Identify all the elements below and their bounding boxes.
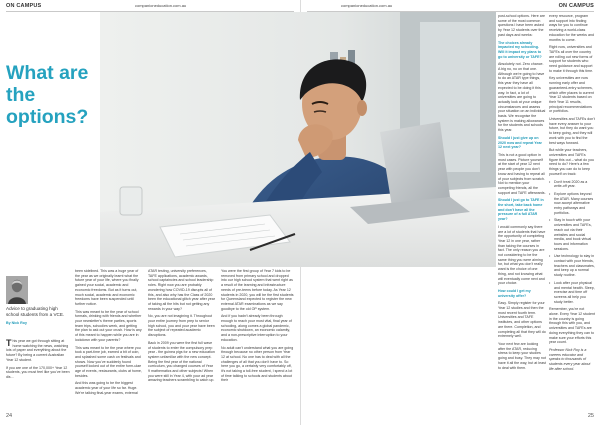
paragraph: But while your teachers, universities and TAFEs figure this out – what do you need to do? Here's a few things you can do to keep yourself on track: — [549, 148, 594, 176]
page-title: What are the options? — [6, 62, 89, 128]
paragraph: If you are one of the 170,000+ Year 12 students, you must feel like you've been dis... — [6, 365, 70, 379]
question-heading: The choices already impacted my schooling. Will it impact my plans to go to university or TAFE? — [498, 40, 542, 59]
paragraph: Back in 2009 you were the first full wave of students to enter the compulsory prep year - the guinea pigs for a new education system unfamiliar with the new concept. Being the first year of the national curriculum, you changed courses of Year 9 mathematics and other subjects! When you were still in Year 4, with your ad year amazing teachers scrambling to catch up. — [148, 340, 215, 383]
page-number-right: 25 — [587, 413, 594, 419]
column-2 — [75, 269, 142, 409]
paragraph: every resource, program and support into finding ways for you to continue receiving a world-class education for the weeks and months to come. — [549, 14, 594, 42]
paragraph: This was meant to be the year of school formals, drinking with friends and whether your newsletter's theme parties, sports team trips, schoolies week, and getting the plan to ask out your crush. How is any of this meant to happen while you are in lockdown with your parents? — [75, 309, 142, 342]
section-label: ON CAMPUS — [6, 3, 42, 9]
paragraph: This is not a good option in most cases. Picture yourself at the start of year 12 next year with people you don't know and having to repeat all of your subjects from scratch. Not to mention your competing friends, all the support and TAFE afterwards. — [498, 152, 546, 195]
bullet-item: • Explore options beyond the ATAR. Many courses now accept alternative entry pathways and portfolios. — [549, 192, 595, 216]
paragraph: Universities and TAFEs don't have every answer to your future, but they do want you to keep going, and they will work with you to find the best ways forward. — [549, 117, 595, 145]
paragraph: I would commonly say there are a lot of students that have the opportunity of completing Year 12 in one year, rather than taking the courses in fact. The only reason you are not considering to be the same thing you were aiming for, but what you don't really want is the choice of one thing, and not knowing what will eventually come next and your choice. — [498, 224, 546, 286]
paragraph: Your next few are looking after the ATAR, reducing stress to keep your studies going and busy. They may not have it all the way, but at least to deal with them. — [498, 342, 546, 370]
byline: By Nick Roy — [6, 321, 27, 325]
column-1 — [6, 339, 70, 407]
paragraph: You were the first group of Year 7 kids to be removed from primary school and dropped into our high school system that went right as a result of the learning and infrastructure needs of pre-teens before today. As Year 12 students in 2020, you will be the first students for Queensland expected to register the new external ATAR examinations as we say goodbye to the old OP system. — [221, 269, 294, 311]
author-photo-image — [6, 276, 28, 304]
site-url: companioneducation.com.au — [135, 3, 187, 8]
paragraph: This was meant to be the year where you took a part-time job, earned a bit of coin, and splashed some cash on festivals and shows. Now you've suddenly found yourself locked out of the entire form-ulae age of events, restaurants, clubs at home, besides. — [75, 345, 142, 378]
paragraph: Key universities are now running early offer and guaranteed-entry schemes, which offer places to current Year 12 students based on their Year 11 results, principal recommendations or portfolios. — [549, 76, 594, 114]
question-heading: Should I just give up on 2020 now and repeat Year 12 next year? — [498, 135, 542, 150]
paragraph: post-school options. Here are some of the most common questions I have been asked by Year 12 students over the past days and weeks: — [498, 14, 545, 37]
bullet-item: • Don't treat 2020 as a write-off year. — [549, 180, 595, 189]
column-4 — [221, 269, 294, 409]
column-3 — [148, 269, 215, 409]
paragraph: ATAR testing, university preferences, TAFE applications, academic awards, school captaincies and school leadership roles. Right now you are probably wondering how COVID-19 disrupts all of this, and also why has the Class of 2020 been the educational glitch year after year of taking all the hits but not getting any rewards in your way? — [148, 269, 215, 311]
question-heading: How could I get my university offer? — [498, 288, 531, 298]
paragraph: been sidelined. This was a huge year of the year as we originally learnt what the future year of your life, where you finally gained your social, academic and economic freedoms. But as it turns out, much social, academic and economic freedoms have been suspended until further notice. — [75, 269, 139, 306]
hero-photo — [100, 12, 496, 267]
page-number-left: 24 — [6, 413, 13, 419]
paragraph: Remember, you're not alone. Every Year 12 student in the country is going through this with you, and universities and TAFEs are doing everything they can to make sure your efforts this year count. — [549, 307, 595, 345]
photo-caption: Advice to graduating high school students from a VCE. — [6, 306, 65, 317]
question-heading: Should I just go to TAFE in the short, take back home and don't have all the pressure of a full ATAR year? — [498, 198, 544, 222]
bullet-item: • Stay in touch with your universities and TAFEs, reach out via their websites and social media, and book virtual tours and information sessions. — [549, 218, 595, 251]
paragraph: Absolutely not. Zero chance. A big no, no on that one. Although we're going to have to do an ATAR type things, this year they have all expected to be doing it this way. In fact, a lot of universities are going to actually look at your unique circumstances and assess your situation on an individual basis. We recognise the system is making allowances for the students and schools this year. — [498, 62, 546, 133]
title-panel — [0, 12, 100, 267]
bullet-item: • Use technology to stay in contact with your friends, teachers and classmates, and keep up a normal study routine. — [549, 254, 595, 278]
paragraph: Right now, universities and TAFEs all over the country are rolling out new forms of support for students who need guidance and support to make it through this time. — [549, 45, 594, 73]
paragraph: No adult can't understand what you are going through because no other person from Year 12 at school. No one has to deal with all the challenges of all that you don't have to. So here you go, a certainly very comfortably off, it's not taking a toll-free student, I spend a lot of time talking to schools and students about their — [221, 345, 294, 383]
student-studying-illustration — [100, 12, 496, 267]
section-label: ON CAMPUS — [558, 3, 594, 9]
paragraph: No, you are not imagining it. Throughout your entire journey from prep to senior high school, you and your year have been the subject of repeated academic disruptions. — [148, 314, 215, 338]
intro-paragraph: This year we got through sitting at home watching the news, watching lots of paper and everything about the future? By being a current Australian Year 12 student. — [6, 339, 69, 362]
paragraph: And this was going to be the biggest academic year of your life so far. Huge. We're talking final-year exams, external — [75, 381, 138, 395]
bullet-item: • Look after your physical and mental health. Sleep, exercise and time off screens all help you study better. — [549, 281, 595, 305]
paragraph: And if you hadn't already been through enough to reach your most vital, final year of schooling, along comes a global pandemic, economic shutdown, an economic calamity, and a non-prescriptive interruption to your education. — [221, 314, 292, 342]
column-5 — [498, 14, 546, 412]
paragraph: Professor Nick Roy is a careers educator and speaks to thousands of students every year about life after school. — [549, 348, 591, 371]
author-photo — [6, 276, 28, 304]
column-6 — [549, 14, 595, 412]
paragraph: Easy. Simply register for your Year 12 studies and then the most recent fourth term. Universities and TAFE institutes, and other options are there. Completion, and completing all that they will do extremely well. — [498, 301, 546, 339]
site-url: companioneducation.com.au — [341, 3, 393, 8]
